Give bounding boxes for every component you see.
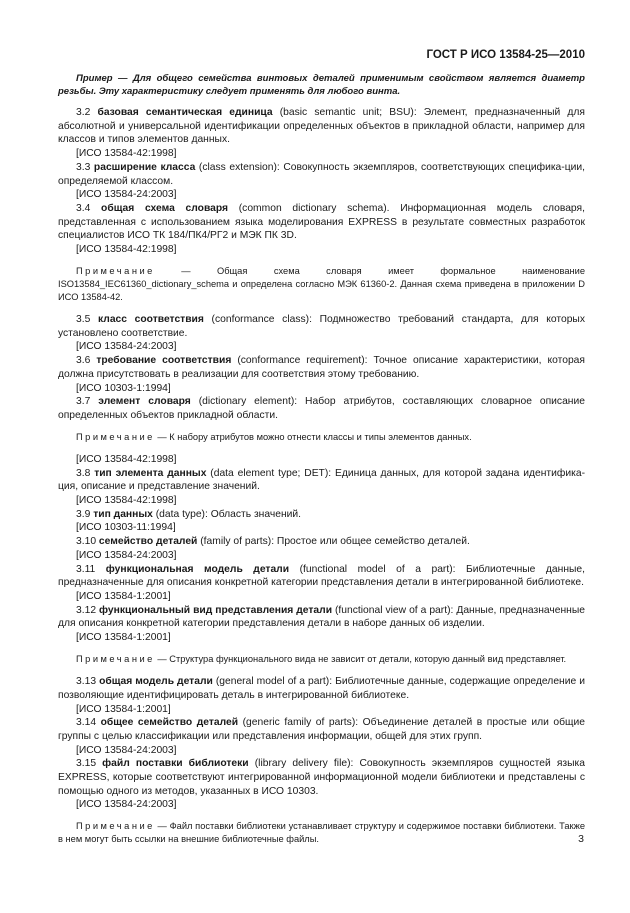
- term-name: функциональный вид представления детали: [99, 604, 333, 616]
- term-name: требование соответствия: [96, 355, 232, 367]
- term-name: тип элемента данных: [94, 467, 207, 479]
- term-reference: [ИСО 10303-11:1994]: [76, 522, 176, 534]
- term-entry: 3.2 базовая семантическая единица (basic semantic unit; BSU): Элемент, предназначенный для абсолютной и универсальной идентификации определенных объектов в прикладной области, например для классов и типов элементов данных.: [58, 107, 585, 146]
- term-reference: [ИСО 13584-42:1998]: [76, 148, 177, 160]
- term-name: файл поставки библиотеки: [102, 758, 249, 770]
- term-reference: [ИСО 13584-1:2001]: [76, 703, 171, 715]
- term-name: элемент словаря: [98, 396, 191, 408]
- term-reference: [ИСО 13584-1:2001]: [76, 632, 171, 644]
- term-entry: 3.14 общее семейство деталей (generic family of parts): Объединение деталей в простые или общие группы с целью классификации или представления информации, общей для этих групп.: [58, 717, 585, 742]
- note: Примечание — Файл поставки библиотеки устанавливает структуру и содержимое поставки библиотеки. Также в нем могут быть ссылки на внешние библиотечные файлы.: [58, 821, 585, 845]
- term-entry: 3.4 общая схема словаря (common dictionary schema). Информационная модель словаря, представленная с использованием языка моделирования EXPRESS в результате совместных разработок специалистов ИСО ТК 184/ПК4/РГ2 и МЭК ПК 3D.: [58, 202, 585, 242]
- term-name: расширение класса: [93, 161, 196, 173]
- term-name: функциональная модель детали: [105, 563, 290, 575]
- term-reference: [ИСО 10303-1:1994]: [76, 382, 171, 394]
- note-label: Примечание: [76, 265, 155, 276]
- term-reference: [ИСО 13584-42:1998]: [76, 244, 177, 256]
- term-reference: [ИСО 13584-24:2003]: [76, 799, 177, 811]
- page-number: 3: [578, 833, 584, 845]
- term-name: общее семейство деталей: [100, 717, 239, 729]
- term-name: общая схема словаря: [101, 202, 229, 214]
- term-entry: 3.3 расширение класса (class extension): Совокупность экземпляров, соответствующих специфика-ции, определяемой классом.: [58, 161, 585, 187]
- term-reference: [ИСО 13584-1:2001]: [76, 590, 171, 602]
- term-reference: [ИСО 13584-42:1998]: [76, 495, 177, 507]
- term-name: базовая семантическая единица: [97, 107, 273, 118]
- note: Примечание — Структура функционального вида не зависит от детали, которую данный вид представляет.: [76, 653, 567, 664]
- term-entry: 3.6 требование соответствия (conformance requirement): Точное описание характеристики, которая должна присутствовать в реализации для соответствия этому требованию.: [58, 355, 585, 380]
- term-entry: 3.11 функциональная модель детали (functional model of a part): Библиотечные данные, предназначенные для описания конкретной категории представления детали в интегрированной библиотеке.: [58, 563, 586, 589]
- note: Примечание — К набору атрибутов можно отнести классы и типы элементов данных.: [76, 431, 472, 442]
- term-name: семейство деталей: [98, 536, 198, 548]
- term-entry: 3.9 тип данных (data type): Область значений.: [76, 508, 302, 520]
- term-entry: 3.10 семейство деталей (family of parts): Простое или общее семейство деталей.: [76, 536, 470, 548]
- term-name: тип данных: [93, 508, 153, 520]
- term-entry: 3.12 функциональный вид представления детали (functional view of a part): Данные, предназначенные для описания конкретной категории представления детали в наборе данных об изделии.: [58, 604, 585, 630]
- term-reference: [ИСО 13584-42:1998]: [76, 453, 177, 465]
- term-name: класс соответствия: [98, 314, 204, 326]
- term-entry: 3.7 элемент словаря (dictionary element): Набор атрибутов, составляющих словарное описание определенных объектов прикладной области.: [58, 396, 585, 421]
- example-paragraph: Пример — Для общего семейства винтовых деталей применимым свойством является диаметр резьбы. Эту характеристику следует применять для любого винта.: [58, 73, 585, 97]
- note: Примечание — Общая схема словаря имеет формальное наименование ISO13584_IEC61360_dictionary_schema и определена согласно МЭК 61360-2. Данная схема приведена в приложении D ИСО 13584-42.: [58, 265, 585, 302]
- document-body: [58, 72, 585, 855]
- term-entry: 3.15 файл поставки библиотеки (library delivery file): Совокупность экземпляров сущностей языка EXPRESS, которые соответствуют интегрированной информационной модели библиотеки и представлены с помощью одного из методов, указанных в ИСО 10303.: [58, 758, 585, 797]
- term-name: общая модель детали: [99, 676, 213, 688]
- term-reference: [ИСО 13584-24:2003]: [76, 549, 177, 561]
- document-header: ГОСТ Р ИСО 13584-25—2010: [426, 49, 585, 61]
- term-entry: 3.5 класс соответствия (conformance class): Подмножество требований стандарта, для которых установлено соответствие.: [58, 314, 585, 339]
- term-reference: [ИСО 13584-24:2003]: [76, 744, 177, 756]
- term-reference: [ИСО 13584-24:2003]: [76, 189, 177, 201]
- term-reference: [ИСО 13584-24:2003]: [76, 341, 177, 353]
- note-label: Примечание: [76, 653, 155, 664]
- term-entry: 3.8 тип элемента данных (data element type; DET): Единица данных, для которой задана идентифика-ция, описание и представление значений.: [58, 467, 586, 493]
- term-entry: 3.13 общая модель детали (general model of a part): Библиотечные данные, содержащие определение и позволяющие идентифицировать деталь в интегрированной библиотеке.: [58, 676, 585, 701]
- note-label: Примечание: [76, 431, 155, 442]
- note-label: Примечание: [76, 821, 155, 832]
